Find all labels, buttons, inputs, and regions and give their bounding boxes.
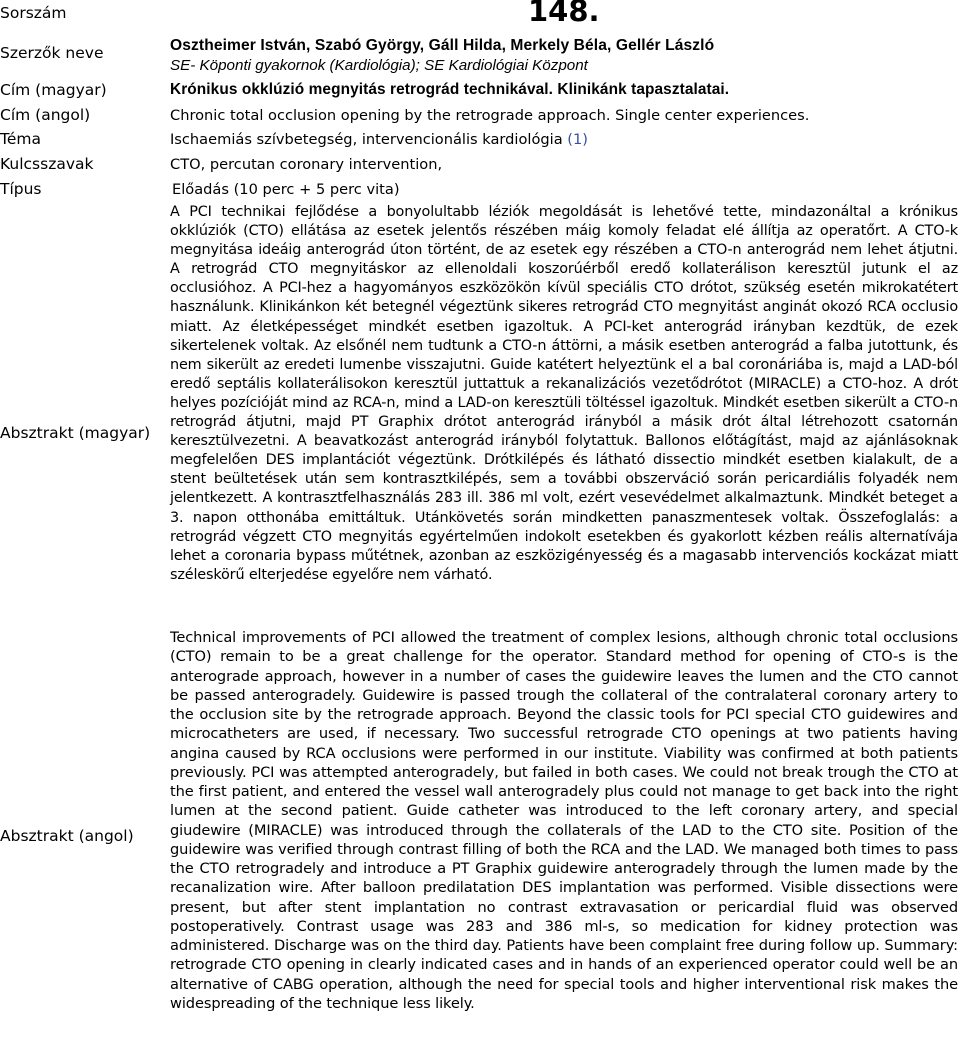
title-hungarian: Krónikus okklúzió megnyitás retrográd technikával. Klinikánk tapasztalatai. <box>170 81 730 98</box>
label-authors: Szerzők neve <box>0 44 104 62</box>
topic-text: Ischaemiás szívbetegség, intervencionális kardiológia <box>170 131 563 148</box>
topic-reference: (1) <box>567 131 588 148</box>
label-type: Típus <box>0 180 42 198</box>
record-number: 148. <box>528 0 600 28</box>
topic <box>170 130 960 149</box>
label-keywords: Kulcsszavak <box>0 155 94 173</box>
affiliation: SE- Köponti gyakornok (Kardiológia); SE Kardiológiai Központ <box>170 57 588 74</box>
label-sorszam: Sorszám <box>0 4 67 22</box>
title-english: Chronic total occlusion opening by the retrograde approach. Single center experiences. <box>170 107 810 124</box>
label-title-en: Cím (angol) <box>0 106 91 124</box>
label-topic: Téma <box>0 130 41 148</box>
keywords: CTO, percutan coronary intervention, <box>170 156 443 173</box>
abstract-english: Technical improvements of PCI allowed the treatment of complex lesions, although chronic total occlusions (CTO) remain to be a great challenge for the operator. Standard method for opening of CTO-s is the anterograde approach, however in a number of cases the guidewire leaves the lumen and the CTO cannot be passed anterogradely. Guidewire is passed trough the collateral of the contralateral coronary artery to the occlusion site by the retrograde approach. Beyond the classic tools for PCI special CTO guidewires and microcatheters are used, if necessary. Two successful retrograde CTO openings at two patients having angina caused by RCA occlusions were performed in our institute. Viability was confirmed at both patients previously. PCI was attempted anterogradely, but failed in both cases. We could not break trough the CTO at the first patient, and entered the vessel wall anterogradely plus could not manage to get back into the right lumen at the second patient. Guide catheter was introduced to the left coronary artery, and special giudewire (MIRACLE) was introduced through the collaterals of the LAD to the CTO site. Position of the guidewire was verified through contrast filling of both the RCA and the LAD. We managed both times to pass the CTO retrogradely and introduce a PT Graphix guidewire anterogradely through the lumen made by the recanalization wire. After balloon predilatation DES implantation was performed. Visible dissections were present, but after stent implantation no contrast extravasation or pericardial fluid was observed postoperatively. Contrast usage was 283 and 386 ml-s, so medication for kidney protection was administered. Discharge was on the third day. Patients have been complaint free during follow up. Summary: retrograde CTO opening in clearly indicated cases and in hands of an experienced operator could well be an alternative of CABG operation, although the need for special tools and higher interventional risk makes the widespreading of the technique less likely. <box>170 629 958 1012</box>
presentation-type: Előadás (10 perc + 5 perc vita) <box>172 181 400 198</box>
label-abstract-hu: Absztrakt (magyar) <box>0 424 151 442</box>
authors: Osztheimer István, Szabó György, Gáll Hilda, Merkely Béla, Gellér László <box>170 37 715 54</box>
abstract-hungarian: A PCI technikai fejlődése a bonyolultabb léziók megoldását is lehetővé tette, mindazonáltal a krónikus okklúziók (CTO) ellátása az esetek jelentős részében máig komoly feladat elé állítja az operatőrt. A CTO-k megnyitása ideáig anterográd úton történt, de az esetek egy részében a CTO-n anterográd nem lehet átjutni. A retrográd CTO megnyitáskor az ellenoldali koszorúérből eredő kollaterálison keresztül jutunk el az occlusióhoz. A PCI-hez a hagyományos eszközökön kívül speciális CTO drótot, szükség esetén mikrokatétert használunk. Klinikánkon két betegnél végeztünk sikeres retrográd CTO megnyitást anginát okozó RCA occlusio miatt. Az életképességet mindkét esetben igazoltuk. A PCI-ket anterográd irányban kezdtük, de ezek sikertelenek voltak. Az elsőnél nem tudtunk a CTO-n áttörni, a másik esetben anterográd a falba jutottunk, és nem sikerült az eredeti lumenbe visszajutni. Guide katétert helyeztünk el a bal coronáriába is, majd a LAD-ból eredő septális kollaterálisokon keresztül juttattuk a rekanalizációs vezetődrótot (MIRACLE) a CTO-hoz. A drót helyes pozícióját mind az RCA-n, mind a LAD-on keresztüli töltéssel igazoltuk. Mindkét esetben sikerült a CTO-n retrográd átjutni, majd PT Graphix drótot anterográd irányból a másik drót által létrehozott csatornán keresztülvezetni. A beavatkozást anterográd irányból folytattuk. Ballonos előtágítást, majd az ajánlásoknak megfelelően DES implantációt végeztünk. Drótkilépés és látható dissectio mindkét esetben kialakult, de a stent beültetések után sem kontrasztkilépés, sem a további obszerváció során pericardiális folyadék nem jelentkezett. A kontrasztfelhasználás 283 ill. 386 ml volt, ezért vesevédelmet alkalmaztunk. Mindkét beteget a 3. napon otthonába emittáltuk. Utánkövetés során mindketten panaszmentesek voltak. Összefoglalás: a retrográd végzett CTO megnyitás egyértelműen indokolt esetekben és gyakorlott kézben reális alternatívája lehet a coronaria bypass műtétnek, azonban az eszközigényesség és a magasabb intervenciós kockázat miatt széleskörű elterjedése egyelőre nem várható. <box>170 204 958 583</box>
label-abstract-en: Absztrakt (angol) <box>0 827 134 845</box>
label-title-hu: Cím (magyar) <box>0 81 107 99</box>
